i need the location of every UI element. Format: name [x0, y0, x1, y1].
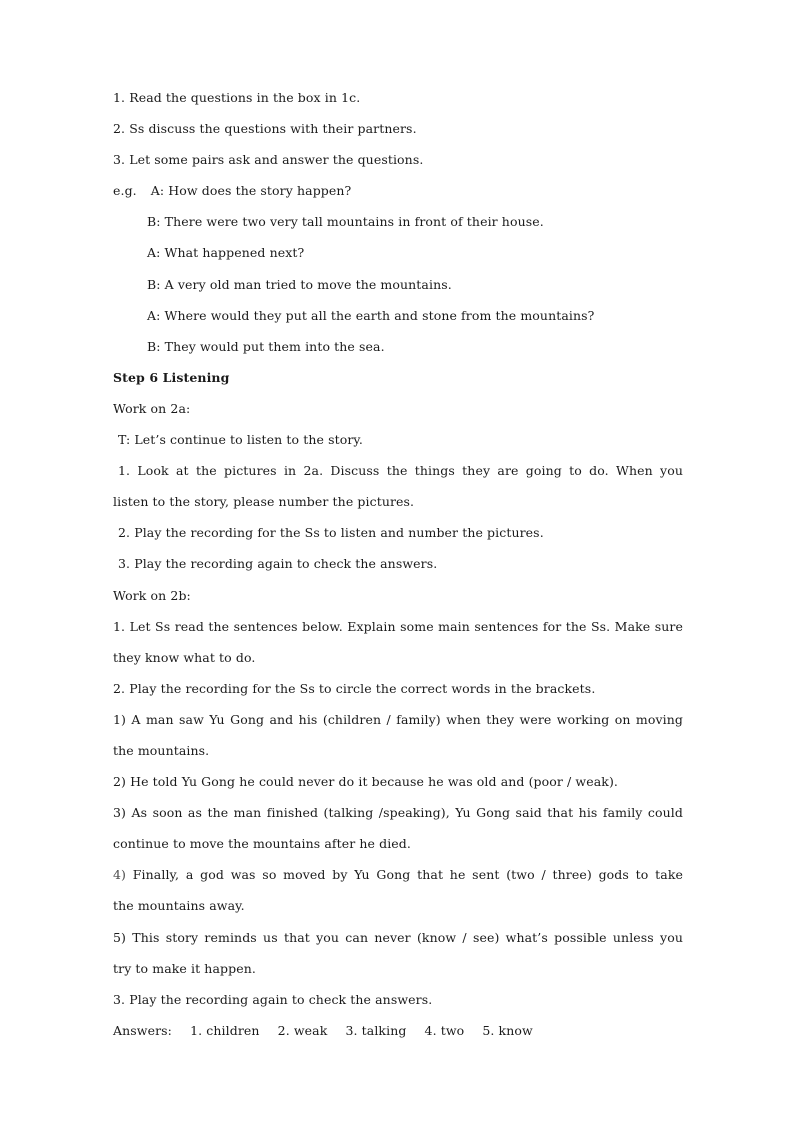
dialogue-line: B: There were two very tall mountains in front of their house. — [147, 214, 544, 230]
sentence-4-text: Finally, a god was so moved by Yu Gong that he sent (two / three) gods to take — [126, 867, 683, 883]
lesson-plan-body — [113, 82, 683, 1046]
step-item-1: 1. Look at the pictures in 2a. Discuss the things they are going to do. When you — [118, 463, 683, 479]
dialogue-line: B: A very old man tried to move the mountains. — [147, 276, 452, 292]
step-item-2: 2. Play the recording for the Ss to circle the correct words in the brackets. — [113, 680, 596, 696]
sentence-3: 3) As soon as the man finished (talking /speaking), Yu Gong said that his family could — [113, 805, 683, 821]
answer-item: 5. know — [482, 1022, 533, 1038]
sentence-3-cont: continue to move the mountains after he died. — [113, 836, 411, 852]
sentence-1-cont: the mountains. — [113, 742, 210, 758]
step-item-1: 1. Read the questions in the box in 1c. — [113, 90, 361, 105]
answers-label: Answers: — [113, 1022, 172, 1038]
dialogue-line: B: They would put them into the sea. — [147, 338, 385, 354]
sentence-5-cont: try to make it happen. — [113, 960, 256, 976]
sentence-4-cont: the mountains away. — [113, 898, 245, 914]
step-item-2: 2. Play the recording for the Ss to listen and number the pictures. — [118, 525, 544, 541]
answer-item: 1. children — [190, 1022, 260, 1038]
answer-item: 4. two — [424, 1022, 465, 1038]
step-item-3: 3. Play the recording again to check the answers. — [118, 556, 438, 572]
step-item-1-cont: listen to the story, please number the pictures. — [113, 494, 415, 510]
sub-heading-2a: Work on 2a: — [113, 400, 191, 416]
teacher-line: T: Let’s continue to listen to the story. — [118, 432, 363, 448]
dialogue-line: A: Where would they put all the earth and stone from the mountains? — [147, 307, 595, 323]
step-item-1-cont: they know what to do. — [113, 649, 256, 665]
sentence-4 — [113, 859, 683, 890]
example-dialogue-start — [113, 175, 683, 206]
step-item-3: 3. Let some pairs ask and answer the questions. — [113, 152, 424, 168]
sentence-4-number: 4) — [113, 867, 127, 883]
step-item-1: 1. Let Ss read the sentences below. Explain some main sentences for the Ss. Make sure — [113, 618, 683, 634]
step-item-3: 3. Play the recording again to check the answers. — [113, 991, 433, 1007]
sentence-2: 2) He told Yu Gong he could never do it because he was old and (poor / weak). — [113, 774, 619, 790]
dialogue-line: A: What happened next? — [147, 245, 305, 261]
example-prefix: e.g. — [113, 183, 137, 199]
dialogue-line: A: How does the story happen? — [150, 183, 352, 199]
section-heading: Step 6 Listening — [113, 369, 230, 385]
sub-heading-2b: Work on 2b: — [113, 587, 191, 603]
answer-item: 2. weak — [277, 1022, 328, 1038]
sentence-1: 1) A man saw Yu Gong and his (children / family) when they were working on moving — [113, 711, 683, 727]
answers-line — [113, 1015, 683, 1046]
sentence-5: 5) This story reminds us that you can never (know / see) what’s possible unless you — [113, 929, 683, 945]
answer-item: 3. talking — [345, 1022, 407, 1038]
step-item-2: 2. Ss discuss the questions with their partners. — [113, 121, 417, 137]
